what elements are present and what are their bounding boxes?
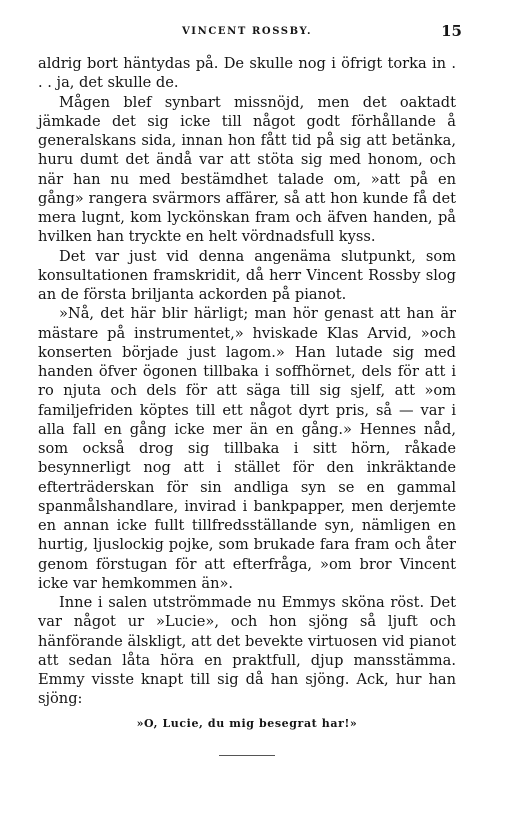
paragraph-4: »Nå, det här blir härligt; man hör genast att han är mästare på instrumentet,» hviskade Klas Arvid, »och konserten började just lagom.» Han lutade sig med handen öfver ögonen tillbaka i soffhörnet, dels för att i ro njuta och dels för att säga till sig sjelf, att »om familjefriden köptes till ett något dyrt pris, så — var i alla fall en gång icke mer än en gång.» Hennes nåd, som också drog sig tillbaka i sitt hörn, råkade besynnerligt nog att i stället för den inkräktande efterträderskan för sin andliga syn se en gammal spanmålshandlare, invirad i bankpapper, men derjemte en annan icke fullt tillfredsställande syn, nämligen en hurtig, ljuslockig pojke, som brukade fara fram och åter genom förstugan för att efterfråga, »om bror Vincent icke var hemkommen än». <box>38 305 456 592</box>
body-text <box>38 54 456 709</box>
book-page <box>38 20 462 756</box>
running-head <box>38 20 462 42</box>
page-number: 15 <box>441 22 462 40</box>
divider-rule <box>219 755 275 756</box>
paragraph-2: Mågen blef synbart missnöjd, men det oaktadt jämkade det sig icke till något godt förhållande å generalskans sida, innan hon fått tid på sig att betänka, huru dumt det ändå var att stöta sig med honom, och när han nu med bestämdhet talade om, »att på en gång» rangera svärmors affärer, så att hon kunde få det mera lugnt, kom lyckönskan fram och äfven handen, på hvilken han tryckte en helt vördnadsfull kyss. <box>38 93 456 246</box>
verse-line: »O, Lucie, du mig besegrat har!» <box>136 716 358 730</box>
running-title: VINCENT ROSSBY. <box>181 26 313 37</box>
paragraph-5: Inne i salen utströmmade nu Emmys sköna röst. Det var något ur »Lucie», och hon sjöng så ljuft och hänförande älskligt, att det bevekte virtuosen vid pianot att sedan låta höra en praktfull, djup mansstämma. Emmy visste knapt till sig då han sjöng. Ack, hur han sjöng: <box>38 594 456 708</box>
paragraph-3: Det var just vid denna angenäma slutpunkt, som konsultationen framskridit, då herr Vincent Rossby slog an de första briljanta ackorden på pianot. <box>38 247 456 303</box>
paragraph-1: aldrig bort häntydas på. De skulle nog i öfrigt torka in . . . ja, det skulle de. <box>38 55 456 92</box>
